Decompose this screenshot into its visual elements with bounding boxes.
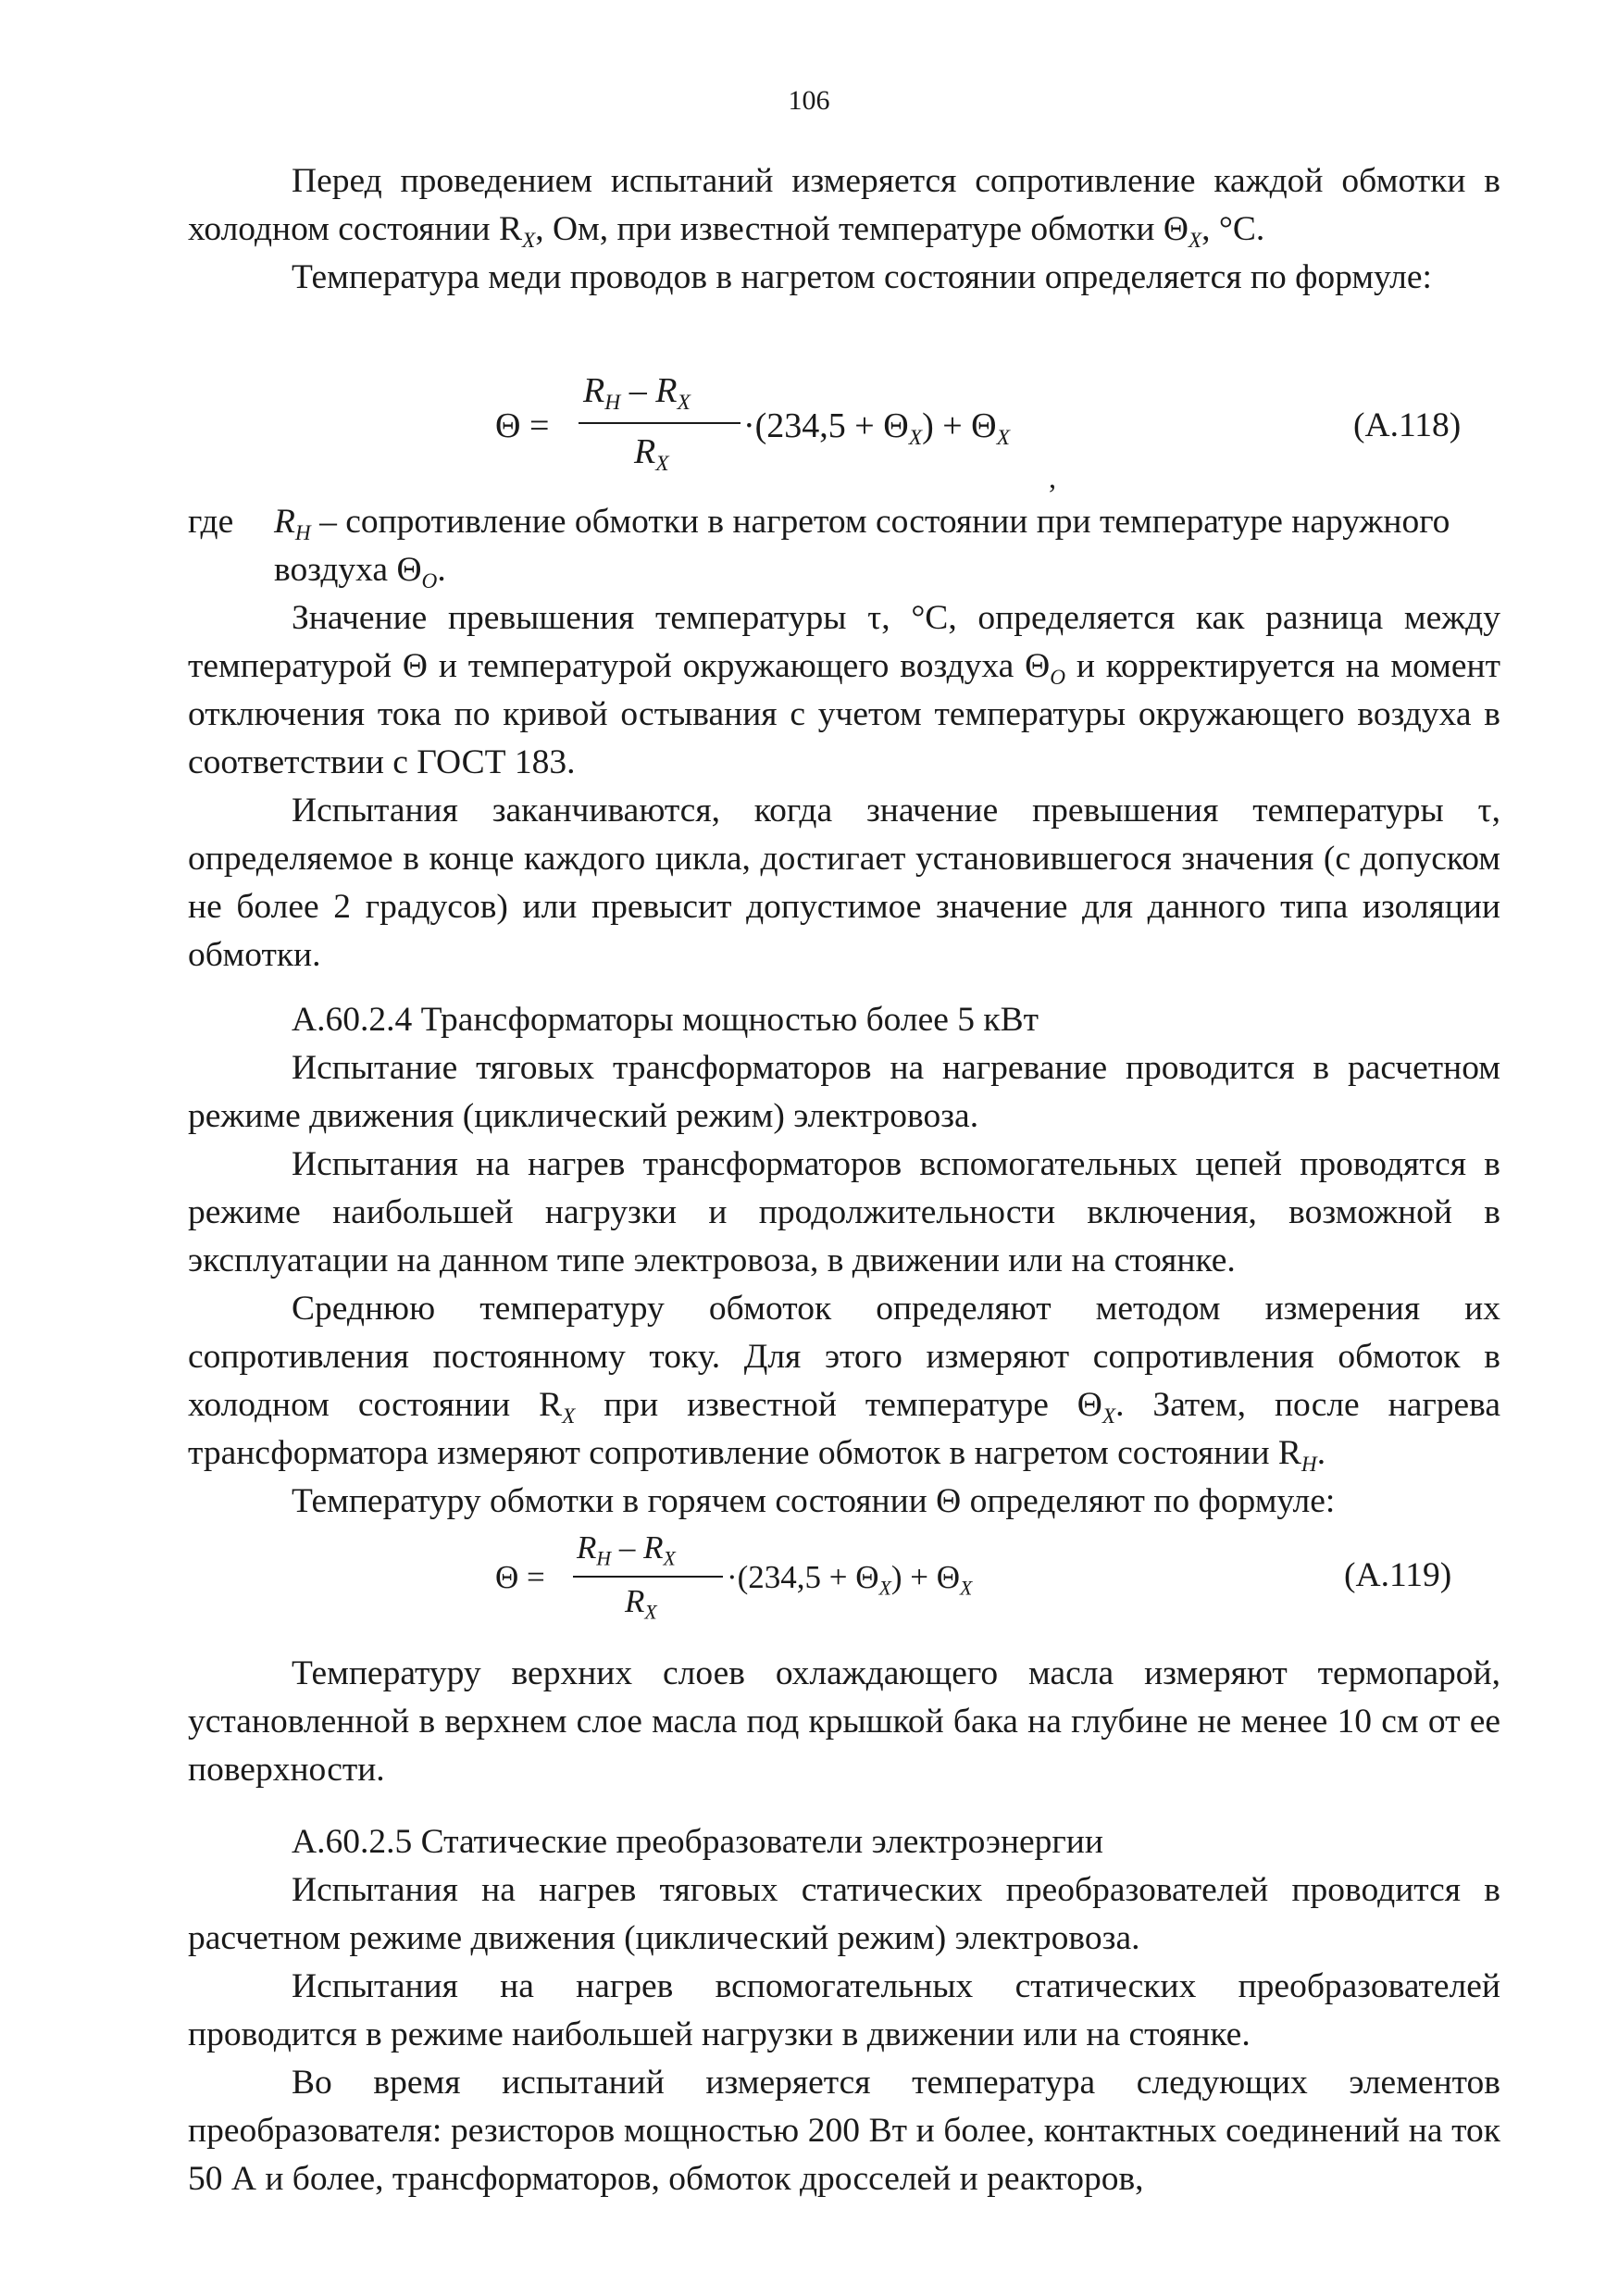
section-heading-converters: А.60.2.5 Статические преобразователи электроэнергии (292, 1823, 1103, 1861)
formula-numerator: $R_H - R_X$ (577, 1529, 676, 1570)
fraction-bar (579, 422, 741, 424)
formula-rhs: $\cdot(234,5 + \Theta_X) + \Theta_X$ (727, 1559, 973, 1600)
equation-number-a118: (А.118) (1353, 406, 1462, 444)
paragraph-hot-state-formula-intro: Температуру обмотки в горячем состоянии Θ определяют по формуле: (292, 1482, 1336, 1520)
paragraph-winding-temperature: Среднюю температуру обмоток определяют методом измерения их сопротивления постоянному току. Для этого измеряют сопротивления обмоток в холодном состоянии $R_X$ при известной температуре $\Theta_X$. Затем, после нагрева трансформатора измеряют сопротивление обмоток в нагретом состоянии $R_H$. (188, 1290, 1500, 1478)
formula-a118 (495, 370, 1143, 494)
formula-lhs: Θ = (495, 406, 550, 445)
paragraph-oil-temperature: Температуру верхних слоев охлаждающего масла измеряют термопарой, установленной в верхнем слое масла под крышкой бака на глубине не менее 10 см от ее поверхности. (188, 1654, 1500, 1789)
equation-number-a119: (А.119) (1344, 1556, 1452, 1594)
paragraph-cold-resistance: Перед проведением испытаний измеряется сопротивление каждой обмотки в холодном состоянии $R_X$, Ом, при известной температуре обмотки $\Theta_X$, °С. (188, 162, 1500, 254)
page-number: 106 (788, 85, 830, 116)
fraction-bar (573, 1576, 723, 1578)
formula-numerator: $R_H - R_X$ (583, 371, 691, 416)
paragraph-test-end: Испытания заканчиваются, когда значение превышения температуры τ, определяемое в конце каждого цикла, достигает установившегося значения (с допуском не более 2 градусов) или превысит допустимое значение для данного типа изоляции обмотки. (188, 792, 1500, 974)
text-block-oil (188, 1650, 1500, 1794)
formula-denominator: $R_X$ (634, 432, 669, 477)
paragraph-auxiliary-transformers: Испытания на нагрев трансформаторов вспомогательных цепей проводятся в режиме наибольшей нагрузки и продолжительности включения, возможной в эксплуатации на данном типе электровоза, в движении или на стоянке. (188, 1145, 1500, 1279)
paragraph-formula-intro: Температура меди проводов в нагретом состоянии определяется по формуле: (292, 258, 1432, 296)
where-label: где (188, 503, 234, 541)
paragraph-traction-converters: Испытания на нагрев тяговых статических преобразователей проводится в расчетном режиме движения (циклический режим) электровоза. (188, 1871, 1500, 1957)
paragraph-overheat-value: Значение превышения температуры τ, °С, определяется как разница между температурой Θ и температурой окружающего воздуха $\Theta_O$ и корректируется на момент отключения тока по кривой остывания с учетом температуры окружающего воздуха в соответствии с ГОСТ 183. (188, 599, 1500, 781)
formula-rhs: $\cdot(234,5 + \Theta_X) + \Theta_X$ (743, 406, 1010, 451)
paragraph-auxiliary-converters: Испытания на нагрев вспомогательных статических преобразователей проводится в режиме наибольшей нагрузки в движении или на стоянке. (188, 1967, 1500, 2053)
text-block-overheat (188, 594, 1500, 980)
where-clause: где $R_H$ – сопротивление обмотки в нагретом состоянии при температуре наружного воздуха $\Theta_O$. (188, 498, 1500, 594)
text-block-converters (188, 1866, 1500, 2203)
paragraph-measured-elements: Во время испытаний измеряется температура следующих элементов преобразователя: резисторов мощностью 200 Вт и более, контактных соединений на ток 50 А и более, трансформаторов, обмоток дросселей и реакторов, (188, 2064, 1500, 2198)
formula-denominator: $R_X$ (625, 1583, 657, 1624)
formula-trailing-comma: , (1049, 461, 1056, 494)
text-block-transformers (188, 1044, 1500, 1526)
paragraph-traction-transformers: Испытание тяговых трансформаторов на нагревание проводится в расчетном режиме движения (циклический режим) электровоза. (188, 1049, 1500, 1135)
text-block-intro (188, 157, 1500, 302)
formula-a119 (495, 1529, 1051, 1641)
formula-lhs: Θ = (495, 1559, 545, 1595)
section-heading-transformers: А.60.2.4 Трансформаторы мощностью более 5 кВт (292, 1001, 1039, 1039)
